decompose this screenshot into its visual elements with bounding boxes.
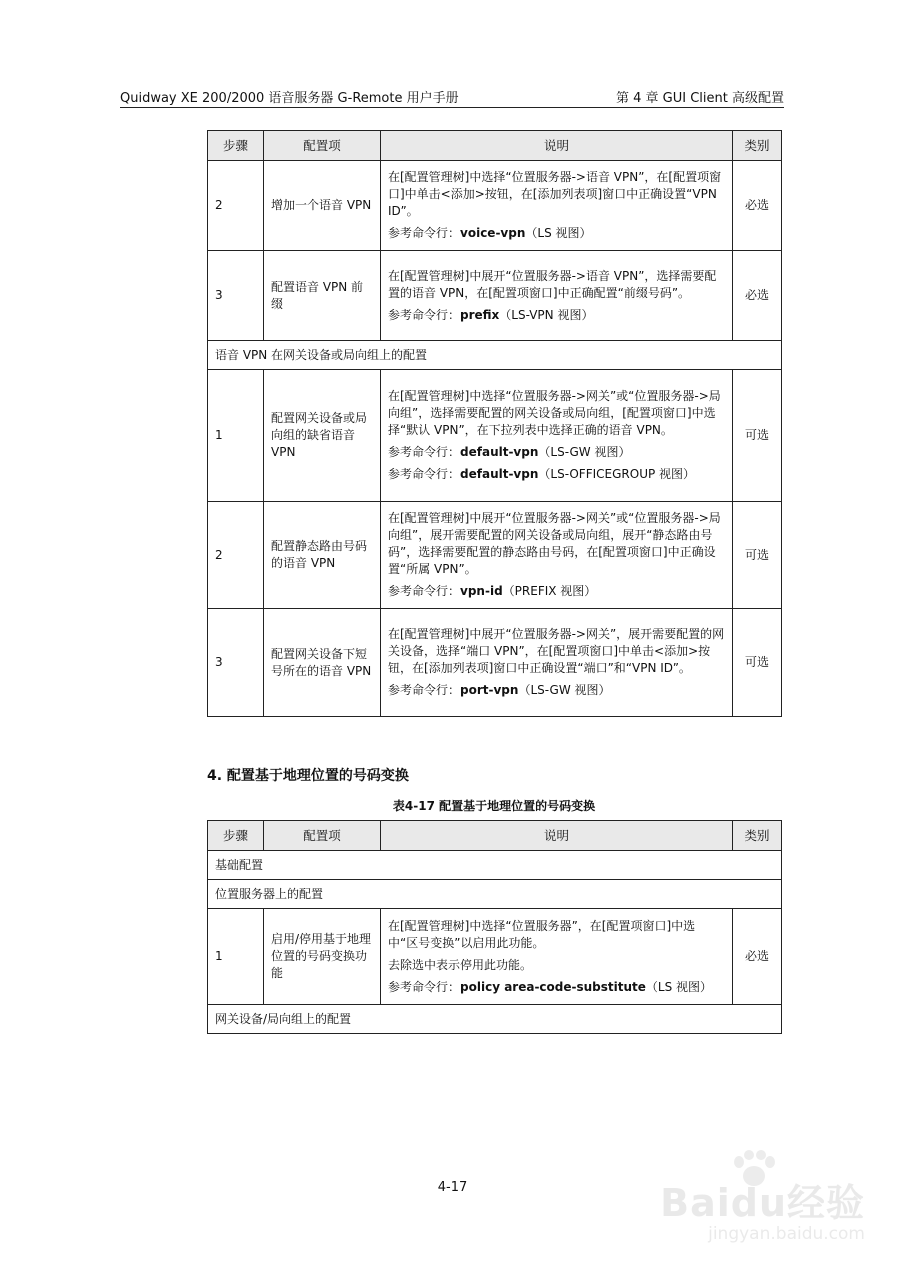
section-label: 语音 VPN 在网关设备或局向组上的配置 [208, 341, 782, 370]
table-2 [207, 820, 782, 1034]
ref-line [388, 307, 725, 324]
ref-line [388, 444, 725, 461]
table-caption: 表4-17 配置基于地理位置的号码变换 [392, 799, 596, 813]
ref-command: default-vpn [460, 445, 539, 459]
ref-command: prefix [460, 307, 500, 322]
watermark [645, 1150, 865, 1255]
col-header: 说明 [381, 131, 733, 161]
col-header: 类别 [733, 131, 782, 161]
section-row [208, 341, 782, 370]
ref-suffix: （LS-GW 视图） [538, 445, 631, 459]
section-label: 网关设备/局向组上的配置 [208, 1005, 782, 1034]
ref-prefix: 参考命令行： [388, 467, 461, 481]
table-row [208, 909, 782, 1005]
col-header: 配置项 [264, 131, 381, 161]
desc-text: 在[配置管理树]中选择“位置服务器->网关”或“位置服务器->局向组”，选择需要配置的网关设备或局向组，[配置项窗口]中选择“默认 VPN”，在下拉列表中选择正确的语音 VPN。 [388, 389, 721, 437]
header-right: 第 4 章 GUI Client 高级配置 [616, 91, 784, 106]
table-row [208, 370, 782, 502]
step-cell: 2 [208, 502, 264, 609]
item-cell: 配置网关设备或局向组的缺省语音 VPN [264, 370, 381, 502]
table-1 [207, 130, 782, 717]
ref-prefix: 参考命令行： [388, 979, 461, 994]
table-row [208, 609, 782, 717]
section-row [208, 851, 782, 880]
ref-suffix: （LS-VPN 视图） [499, 307, 594, 322]
ref-command: port-vpn [460, 683, 519, 697]
col-header: 配置项 [264, 821, 381, 851]
ref-prefix: 参考命令行： [388, 307, 461, 322]
desc-text: 在[配置管理树]中展开“位置服务器->网关”或“位置服务器->局向组”，展开需要配置的网关设备或局向组，展开“静态路由号码”，选择需要配置的静态路由号码，在[配置项窗口]中正确设置“所属 VPN”。 [388, 511, 721, 576]
desc-cell [381, 370, 733, 502]
category-cell: 必选 [733, 909, 782, 1005]
col-header: 类别 [733, 821, 782, 851]
ref-suffix: （LS-OFFICEGROUP 视图） [538, 467, 696, 481]
desc-cell [381, 909, 733, 1005]
ref-suffix: （LS-GW 视图） [518, 683, 611, 697]
ref-prefix: 参考命令行： [388, 445, 461, 459]
ref-command: policy area-code-substitute [460, 979, 646, 994]
ref-command: vpn-id [460, 584, 503, 598]
watermark-brand: Baidu经验 [660, 1181, 865, 1225]
step-cell: 1 [208, 370, 264, 502]
page-number: 4-17 [437, 1180, 468, 1195]
category-cell: 必选 [733, 161, 782, 251]
section-row [208, 880, 782, 909]
table-header-row [208, 821, 782, 851]
item-cell: 配置网关设备下短号所在的语音 VPN [264, 609, 381, 717]
ref-suffix: （LS 视图） [645, 979, 713, 994]
ref-line [388, 466, 725, 483]
table-row [208, 502, 782, 609]
ref-line [388, 979, 725, 996]
ref-prefix: 参考命令行： [388, 584, 461, 598]
col-header: 步骤 [208, 821, 264, 851]
item-cell: 启用/停用基于地理位置的号码变换功能 [264, 909, 381, 1005]
ref-prefix: 参考命令行： [388, 226, 461, 240]
col-header: 说明 [381, 821, 733, 851]
item-cell: 配置静态路由号码的语音 VPN [264, 502, 381, 609]
section-label: 基础配置 [208, 851, 782, 880]
desc-cell [381, 502, 733, 609]
step-cell: 3 [208, 251, 264, 341]
col-header: 步骤 [208, 131, 264, 161]
ref-prefix: 参考命令行： [388, 683, 461, 697]
section-label: 位置服务器上的配置 [208, 880, 782, 909]
ref-suffix: （LS 视图） [525, 226, 592, 240]
header-left: Quidway XE 200/2000 语音服务器 G-Remote 用户手册 [120, 91, 459, 106]
ref-line [388, 682, 725, 699]
ref-command: voice-vpn [460, 226, 526, 240]
desc-text: 在[配置管理树]中选择“位置服务器”，在[配置项窗口]中选中“区号变换”以启用此功能。 [388, 918, 696, 950]
section-row [208, 1005, 782, 1034]
desc-cell [381, 251, 733, 341]
step-cell: 1 [208, 909, 264, 1005]
item-cell: 配置语音 VPN 前缀 [264, 251, 381, 341]
desc-text: 在[配置管理树]中展开“位置服务器->语音 VPN”，选择需要配置的语音 VPN，在[配置项窗口]中正确配置“前缀号码”。 [388, 268, 717, 300]
ref-command: default-vpn [460, 467, 539, 481]
watermark-site: jingyan.baidu.com [708, 1224, 865, 1244]
ref-line [388, 225, 725, 242]
category-cell: 可选 [733, 502, 782, 609]
category-cell: 可选 [733, 370, 782, 502]
ref-line [388, 583, 725, 600]
item-cell: 增加一个语音 VPN [264, 161, 381, 251]
table-row [208, 161, 782, 251]
step-cell: 2 [208, 161, 264, 251]
category-cell: 必选 [733, 251, 782, 341]
section-heading: 4. 配置基于地理位置的号码变换 [207, 768, 409, 784]
desc-cell [381, 609, 733, 717]
table-row [208, 251, 782, 341]
step-cell: 3 [208, 609, 264, 717]
desc-cell [381, 161, 733, 251]
desc-text: 在[配置管理树]中展开“位置服务器->网关”，展开需要配置的网关设备，选择“端口 VPN”，在[配置项窗口]中单击<添加>按钮，在[添加列表项]窗口中正确设置“端口”和“VPN ID”。 [388, 627, 725, 675]
ref-suffix: （PREFIX 视图） [502, 584, 597, 598]
desc-text: 在[配置管理树]中选择“位置服务器->语音 VPN”，在[配置项窗口]中单击<添加>按钮，在[添加列表项]窗口中正确设置“VPN ID”。 [388, 170, 722, 218]
table-header-row [208, 131, 782, 161]
category-cell: 可选 [733, 609, 782, 717]
desc-text-2: 去除选中表示停用此功能。 [388, 957, 533, 972]
page-header [120, 87, 784, 108]
